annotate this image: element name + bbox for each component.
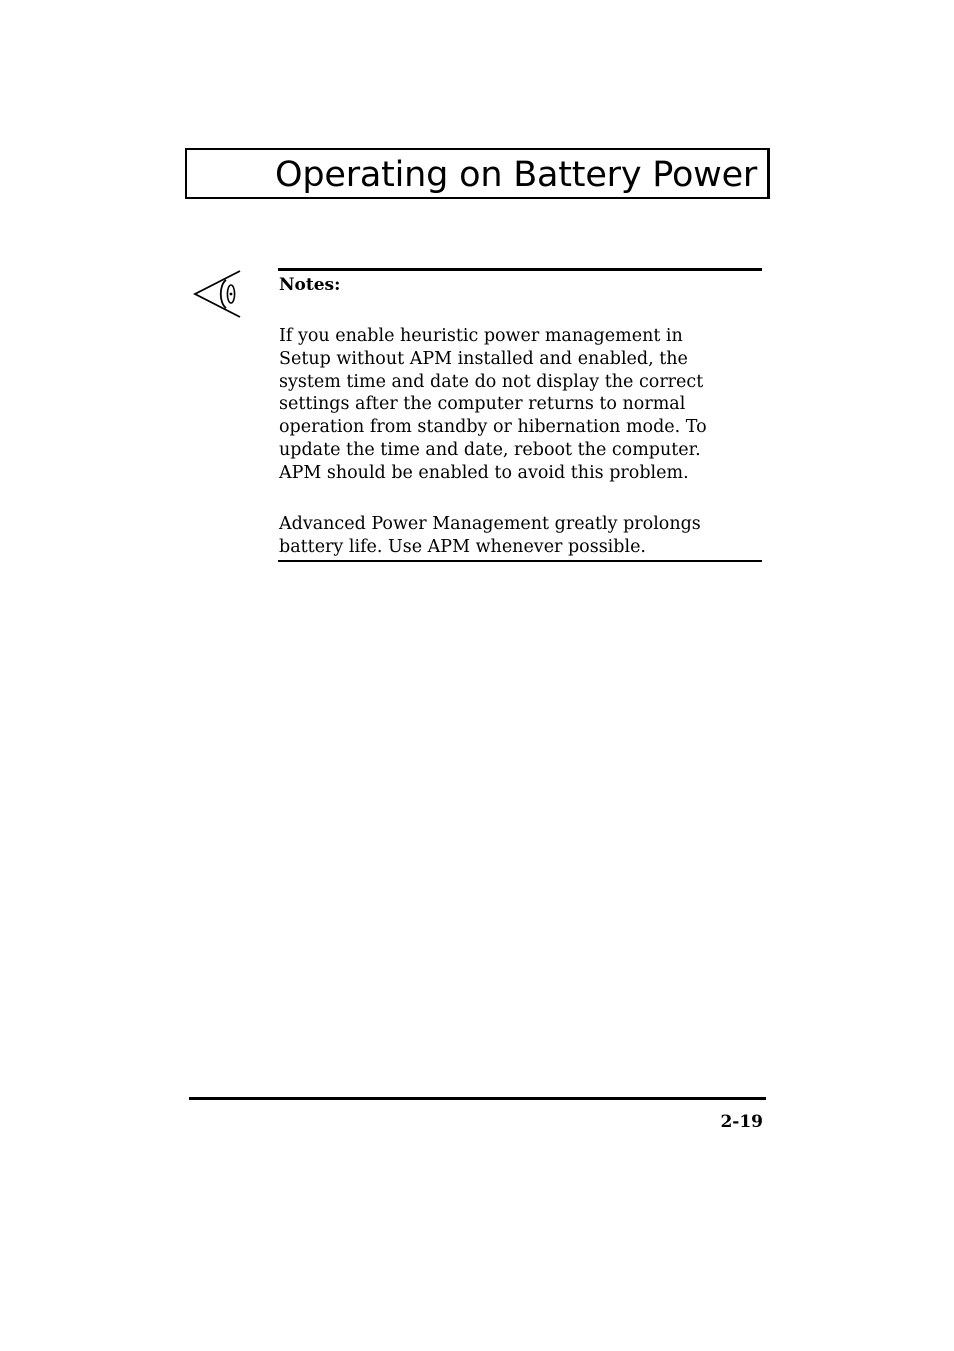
footer-rule — [189, 1097, 766, 1100]
note-line: APM should be enabled to avoid this problem. — [279, 462, 689, 483]
page-number: 2-19 — [720, 1112, 763, 1132]
page-title-box — [185, 148, 770, 199]
note-line: settings after the computer returns to normal — [279, 394, 686, 415]
eye-icon — [192, 268, 244, 320]
note-line: Setup without APM installed and enabled, the — [279, 348, 688, 369]
note-bottom-rule — [278, 560, 762, 562]
note-line: Advanced Power Management greatly prolongs — [279, 514, 701, 534]
note-line: operation from standby or hibernation mode. To — [279, 417, 707, 438]
note-line: battery life. Use APM whenever possible. — [279, 536, 646, 557]
note-line: update the time and date, reboot the computer. — [279, 439, 701, 460]
note-line: system time and date do not display the correct — [279, 371, 704, 392]
note-paragraph — [279, 325, 759, 485]
note-line: If you enable heuristic power management in — [279, 326, 683, 346]
page-title: Operating on Battery Power — [275, 155, 758, 195]
note-top-rule — [278, 268, 762, 271]
note-paragraph — [279, 513, 759, 559]
note-heading: Notes: — [279, 275, 341, 295]
